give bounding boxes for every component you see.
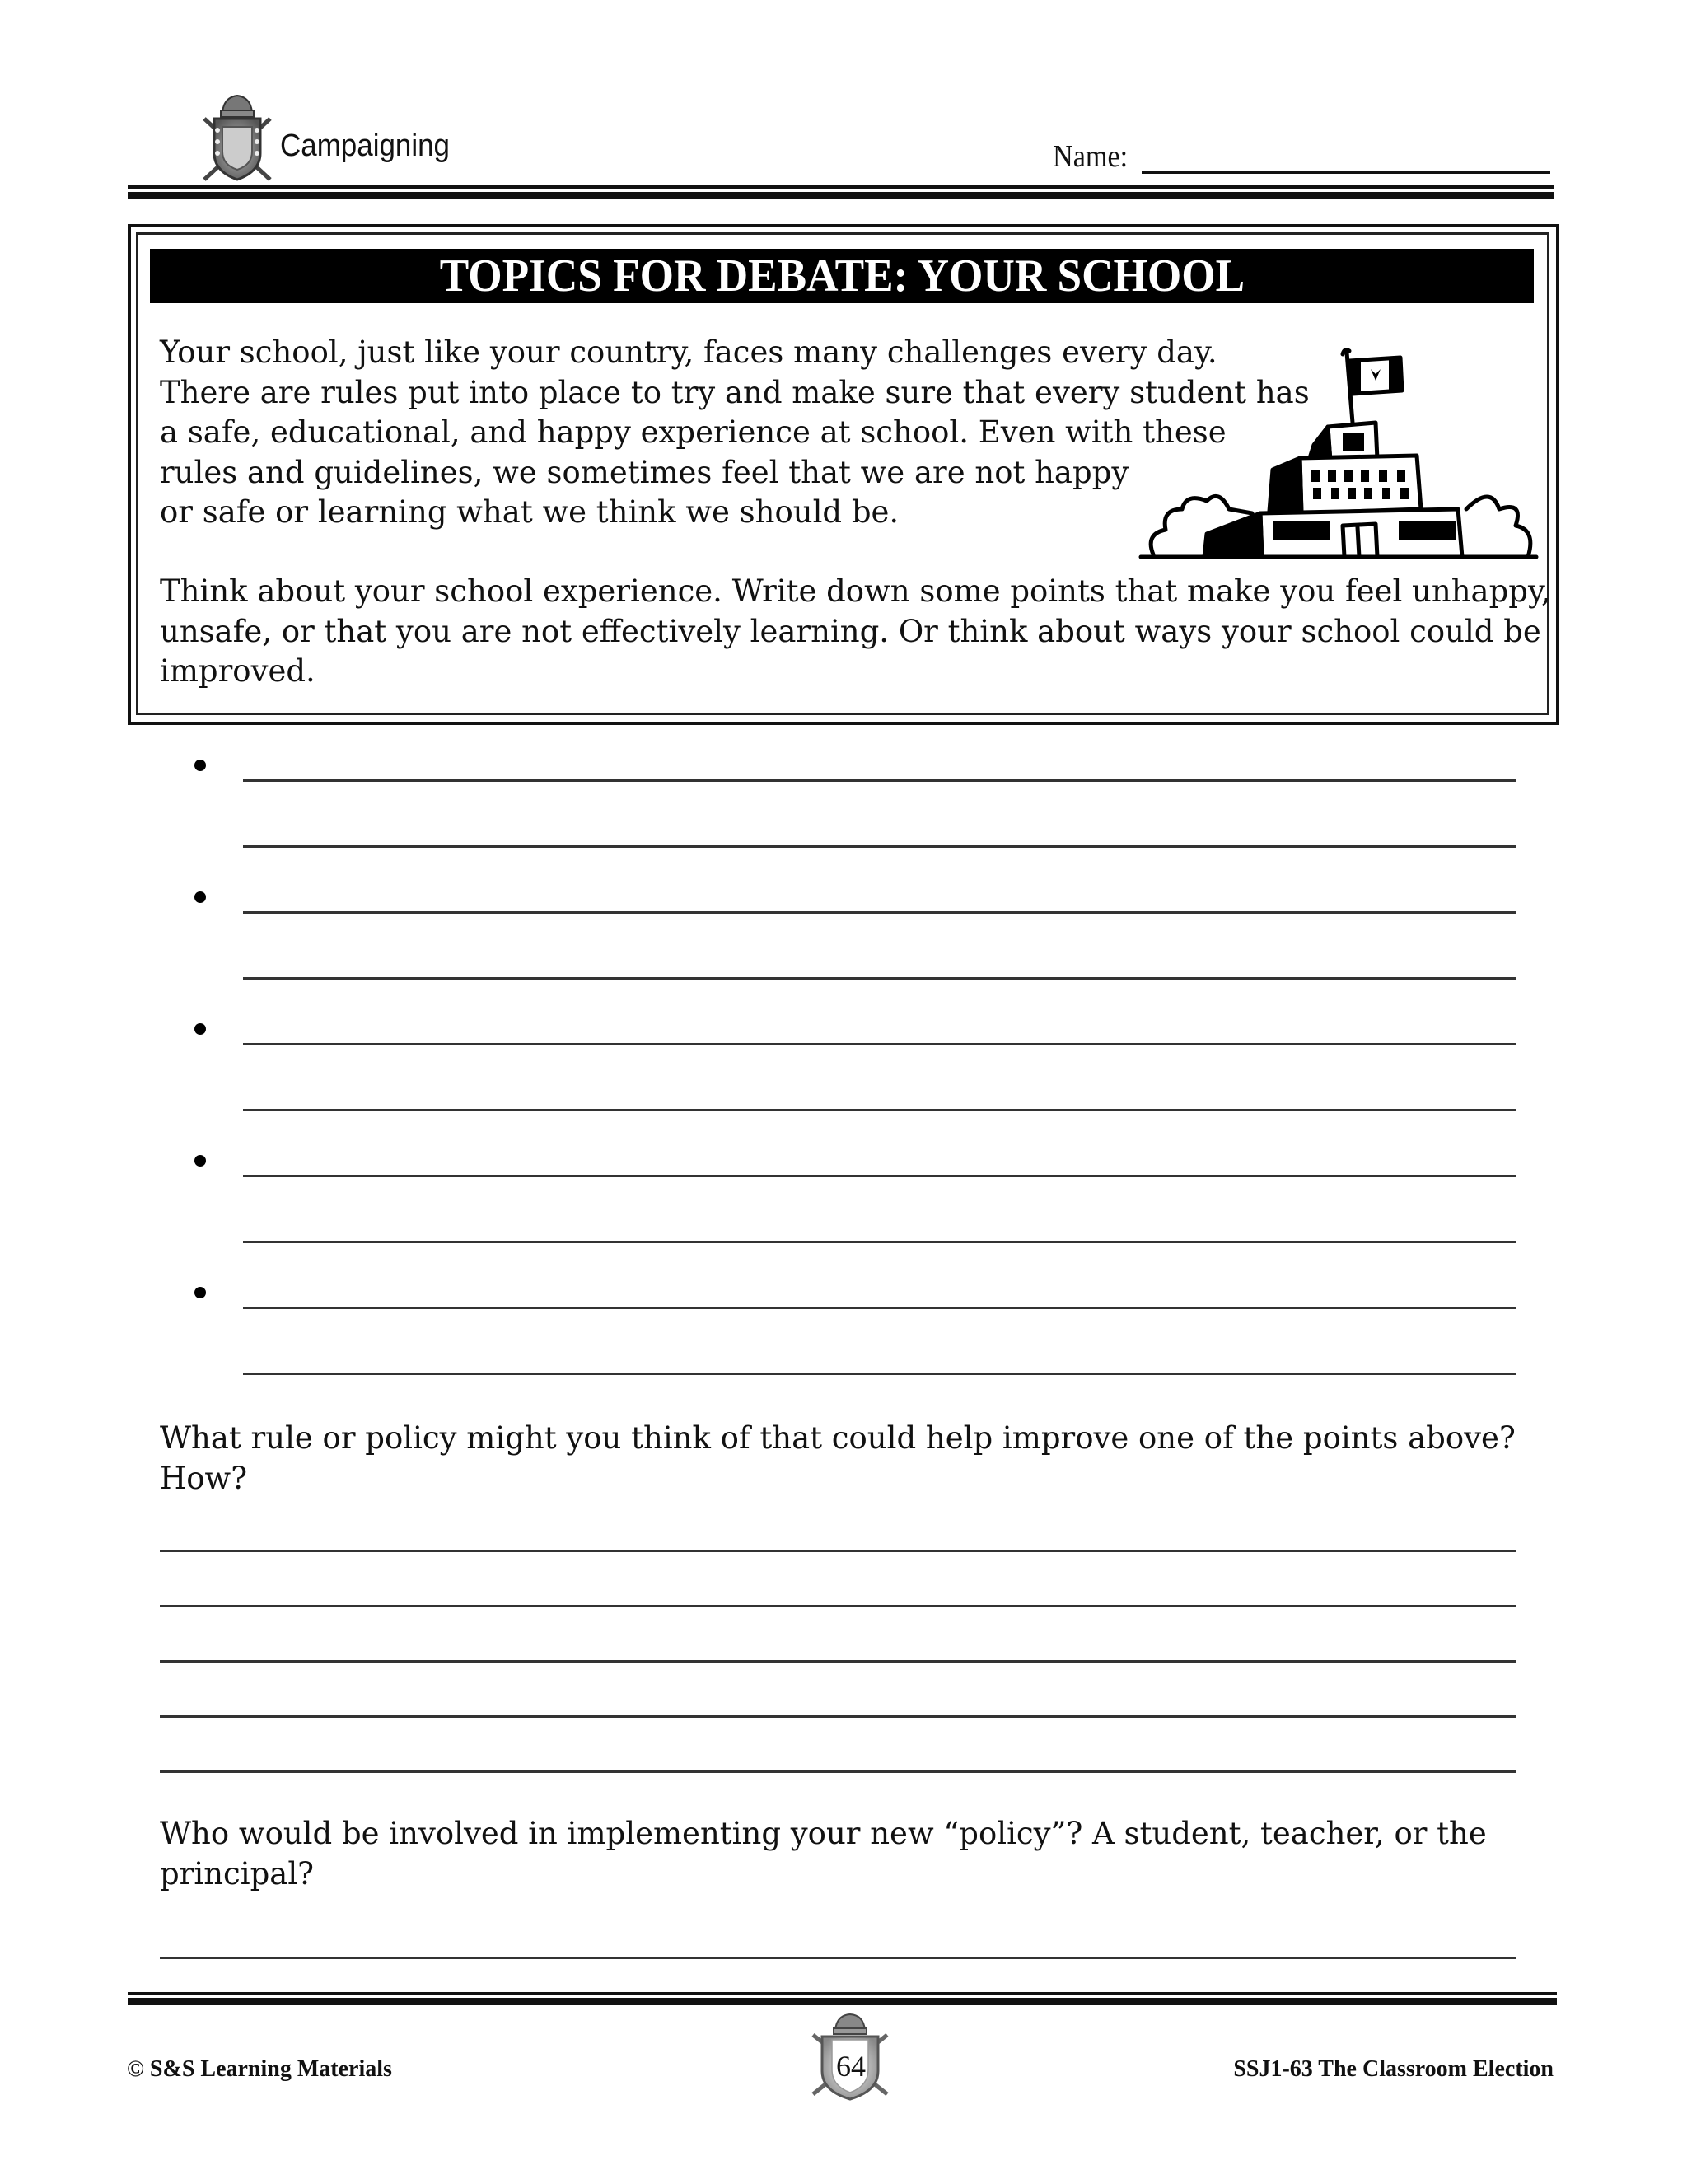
intro-line: or safe or learning what we think we should be. [160, 494, 900, 530]
instruction-line: Think about your school experience. Write down some points that make you feel unhappy, [160, 573, 1551, 609]
school-building-with-flag-icon [1137, 344, 1540, 559]
policy-answer-line[interactable] [160, 1660, 1516, 1663]
answer-line[interactable] [243, 845, 1516, 848]
question-line: principal? [160, 1855, 315, 1892]
header-divider-thin [128, 185, 1554, 189]
answer-line[interactable] [243, 1373, 1516, 1375]
bullet-icon [194, 891, 206, 903]
answer-line[interactable] [243, 1043, 1516, 1045]
answer-line[interactable] [243, 1307, 1516, 1309]
name-field[interactable] [1142, 171, 1550, 174]
instruction-line: unsafe, or that you are not effectively learning. Or think about ways your school could be [160, 613, 1541, 649]
policy-answer-line[interactable] [160, 1715, 1516, 1718]
implementation-answer-line[interactable] [160, 1957, 1516, 1959]
footer-divider-thin [128, 1992, 1557, 1995]
intro-line: Your school, just like your country, faces many challenges every day. [160, 334, 1217, 370]
page-number: 64 [836, 2050, 866, 2083]
question-line: What rule or policy might you think of that could help improve one of the points above? [160, 1420, 1516, 1456]
question-policy [160, 1419, 1544, 1499]
bullet-icon [194, 760, 206, 771]
answer-line[interactable] [243, 1109, 1516, 1111]
answer-line[interactable] [243, 1175, 1516, 1177]
name-label: Name: [1053, 139, 1129, 174]
question-implementation [160, 1814, 1544, 1894]
question-line: How? [160, 1460, 248, 1496]
footer-divider-thick [128, 1998, 1557, 2005]
policy-answer-line[interactable] [160, 1605, 1516, 1607]
header-divider-thick [128, 192, 1554, 199]
section-title: Campaigning [280, 129, 451, 163]
bullet-icon [194, 1155, 206, 1167]
instruction-line: improved. [160, 653, 315, 689]
intro-line: rules and guidelines, we sometimes feel that we are not happy [160, 454, 1129, 490]
worksheet-title: TOPICS FOR DEBATE: YOUR SCHOOL [439, 250, 1245, 302]
worksheet-title-bar [150, 249, 1534, 303]
bullet-icon [194, 1287, 206, 1298]
instruction-paragraph [160, 572, 1551, 692]
heraldic-crest-icon [196, 89, 278, 188]
policy-answer-line[interactable] [160, 1550, 1516, 1552]
question-line: Who would be involved in implementing your new “policy”? A student, teacher, or the [160, 1816, 1487, 1851]
answer-line[interactable] [243, 1241, 1516, 1243]
intro-line: There are rules put into place to try and make sure that every student has [160, 374, 1310, 410]
bullet-icon [194, 1023, 206, 1035]
answer-line[interactable] [243, 977, 1516, 980]
book-title: SSJ1-63 The Classroom Election [1233, 2056, 1554, 2082]
copyright-text: © S&S Learning Materials [127, 2056, 392, 2082]
answer-line[interactable] [243, 911, 1516, 914]
policy-answer-line[interactable] [160, 1770, 1516, 1773]
intro-line: a safe, educational, and happy experience at school. Even with these [160, 414, 1227, 450]
answer-line[interactable] [243, 779, 1516, 782]
